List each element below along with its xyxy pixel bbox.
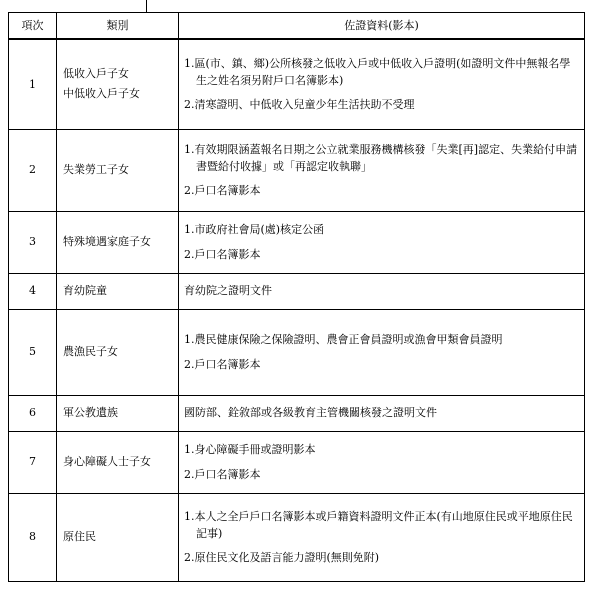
- table-row: [9, 129, 585, 211]
- document-item: 1.有效期限涵蓋報名日期之公立就業服務機構核發「失業[再]認定、失業給付申請書暨給付收據」或「再認定收執聯」: [184, 142, 578, 173]
- row-category: [57, 273, 179, 309]
- row-documents: [179, 211, 585, 273]
- row-number: 8: [9, 493, 57, 581]
- row-documents: [179, 309, 585, 395]
- category-line: 軍公教遺族: [63, 406, 118, 419]
- header-documents: 佐證資料(影本): [179, 13, 585, 40]
- table-row: [9, 211, 585, 273]
- header-no: 項次: [9, 13, 57, 40]
- row-documents: [179, 129, 585, 211]
- table-row: [9, 309, 585, 395]
- row-number: 7: [9, 431, 57, 493]
- document-item: 2.戶口名簿影本: [184, 247, 261, 261]
- document-item: 2.戶口名簿影本: [184, 184, 261, 198]
- category-line: 失業勞工子女: [63, 163, 129, 176]
- row-number: 5: [9, 309, 57, 395]
- category-line: 原住民: [63, 530, 96, 543]
- category-line: 中低收入戶子女: [63, 87, 140, 101]
- row-documents: [179, 39, 585, 129]
- table-row: [9, 273, 585, 309]
- table-row: [9, 493, 585, 581]
- eligibility-documents-table: [8, 12, 585, 582]
- header-category: 類別: [57, 13, 179, 40]
- row-category: [57, 129, 179, 211]
- document-item: 育幼院之證明文件: [184, 284, 272, 297]
- category-line: 特殊境遇家庭子女: [63, 235, 151, 248]
- document-item: 1.農民健康保險之保險證明、農會正會員證明或漁會甲類會員證明: [184, 333, 503, 347]
- row-number: 2: [9, 129, 57, 211]
- document-item: 2.原住民文化及語言能力證明(無則免附): [184, 551, 380, 565]
- column-tick-mark: [146, 0, 147, 12]
- category-line: 低收入戶子女: [63, 67, 129, 81]
- document-item: 1.市政府社會局(處)核定公函: [184, 223, 325, 237]
- document-item: 1.身心障礙手冊或證明影本: [184, 443, 316, 457]
- category-line: 農漁民子女: [63, 345, 118, 358]
- document-item: 國防部、銓敘部或各級教育主管機關核發之證明文件: [184, 406, 437, 419]
- row-category: [57, 395, 179, 431]
- row-documents: [179, 273, 585, 309]
- row-number: 4: [9, 273, 57, 309]
- category-line: 育幼院童: [63, 284, 107, 297]
- document-item: 2.清寒證明、中低收入兒童少年生活扶助不受理: [184, 98, 415, 112]
- row-number: 3: [9, 211, 57, 273]
- row-category: [57, 431, 179, 493]
- row-category: [57, 493, 179, 581]
- category-line: 身心障礙人士子女: [63, 455, 151, 468]
- row-documents: [179, 493, 585, 581]
- document-item: 1.區(市、鎮、鄉)公所核發之低收入戶或中低收入戶證明(如證明文件中無報名學生之姓名須另附戶口名簿影本): [184, 57, 571, 88]
- row-number: 1: [9, 39, 57, 129]
- row-documents: [179, 431, 585, 493]
- row-documents: [179, 395, 585, 431]
- document-item: 1.本人之全戶戶口名簿影本或戶籍資料證明文件正本(有山地原住民或平地原住民記事): [184, 509, 573, 540]
- table-row: [9, 431, 585, 493]
- table-row: [9, 395, 585, 431]
- document-item: 2.戶口名簿影本: [184, 357, 261, 371]
- table-header-row: [9, 13, 585, 40]
- row-category: [57, 309, 179, 395]
- document-item: 2.戶口名簿影本: [184, 467, 261, 481]
- table-row: [9, 39, 585, 129]
- row-category: [57, 39, 179, 129]
- row-number: 6: [9, 395, 57, 431]
- row-category: [57, 211, 179, 273]
